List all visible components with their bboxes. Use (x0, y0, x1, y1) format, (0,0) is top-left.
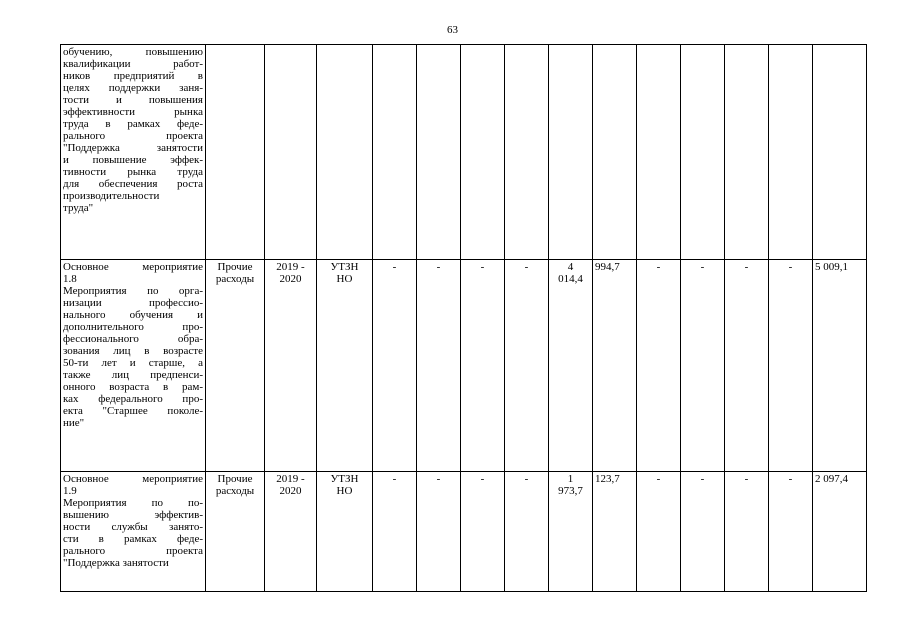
value-line: - (392, 261, 397, 273)
value-cell (549, 472, 593, 592)
value-line: - (656, 473, 661, 485)
value-line: - (524, 261, 529, 273)
value-line: - (744, 261, 749, 273)
description-line: нального обучения и (63, 309, 203, 321)
table-row (61, 472, 867, 592)
value-cell (725, 45, 769, 260)
value-cell (461, 260, 505, 472)
value-cell (725, 472, 769, 592)
executor-cell-line: НО (336, 273, 353, 285)
description-line: ников предприятий в (63, 70, 203, 82)
description-line: ние" (63, 417, 85, 429)
activity-description-cell (61, 472, 206, 592)
description-line: тости и повышения (63, 94, 203, 106)
description-line: низации профессио- (63, 297, 203, 309)
value-cell (681, 472, 725, 592)
period-cell (265, 45, 317, 260)
value-cell (461, 45, 505, 260)
description-line: труда" (63, 202, 94, 214)
executor-cell (317, 472, 373, 592)
description-line: Мероприятия по по- (63, 497, 203, 509)
value-line: - (700, 261, 705, 273)
value-line: 1 (567, 473, 574, 485)
value-line: - (524, 473, 529, 485)
value-line: - (392, 473, 397, 485)
value-line: - (480, 473, 485, 485)
description-line: сти в рамках феде- (63, 533, 203, 545)
value-cell (681, 260, 725, 472)
value-cell (373, 45, 417, 260)
executor-cell (317, 260, 373, 472)
description-line: екта "Старшее поколе- (63, 405, 203, 417)
value-line: - (788, 261, 793, 273)
description-line: целях поддержки заня- (63, 82, 203, 94)
description-line: ках федерального про- (63, 393, 203, 405)
value-cell (417, 45, 461, 260)
value-cell (681, 45, 725, 260)
value-line: - (480, 261, 485, 273)
executor-cell-line: НО (336, 485, 353, 497)
period-cell (265, 260, 317, 472)
description-line: для обеспечения роста (63, 178, 203, 190)
period-cell-line: 2020 (279, 485, 302, 497)
description-line: Мероприятия по орга- (63, 285, 203, 297)
activity-description-cell (61, 260, 206, 472)
table-row (61, 45, 867, 260)
expense-type-cell (206, 45, 265, 260)
period-cell (265, 472, 317, 592)
value-cell (593, 472, 637, 592)
executor-cell (317, 45, 373, 260)
value-cell (593, 260, 637, 472)
value-line: 994,7 (595, 261, 620, 273)
description-line: зования лиц в возрасте (63, 345, 203, 357)
value-cell (769, 45, 813, 260)
value-cell (505, 260, 549, 472)
value-cell (813, 472, 867, 592)
value-cell (813, 45, 867, 260)
expense-type-cell (206, 472, 265, 592)
value-cell (505, 472, 549, 592)
value-line: - (700, 473, 705, 485)
value-cell (593, 45, 637, 260)
expense-type-cell-line: расходы (215, 485, 255, 497)
expense-type-cell-line: Прочие (217, 261, 253, 273)
description-line: Основное мероприятие (63, 261, 203, 273)
description-line: "Поддержка занятости (63, 142, 203, 154)
description-line: и повышение эффек- (63, 154, 203, 166)
value-cell (373, 472, 417, 592)
value-cell (725, 260, 769, 472)
description-line: онного возраста в рам- (63, 381, 203, 393)
executor-cell-line: УТЗН (330, 473, 359, 485)
value-cell (461, 472, 505, 592)
executor-cell-line: УТЗН (330, 261, 359, 273)
description-line: труда в рамках феде- (63, 118, 203, 130)
description-line: также лиц предпенси- (63, 369, 203, 381)
description-line: квалификации работ- (63, 58, 203, 70)
description-line: 1.8 (63, 273, 77, 285)
value-line: 973,7 (558, 485, 583, 497)
value-cell (549, 45, 593, 260)
description-line: дополнительного про- (63, 321, 203, 333)
page-number: 63 (447, 24, 458, 36)
description-line: производительности (63, 190, 160, 202)
description-line: тивности рынка труда (63, 166, 203, 178)
description-line: Основное мероприятие (63, 473, 203, 485)
value-line: - (436, 261, 441, 273)
description-line: 1.9 (63, 485, 77, 497)
expense-type-cell-line: Прочие (217, 473, 253, 485)
description-line: эффективности рынка (63, 106, 203, 118)
value-cell (813, 260, 867, 472)
description-line: "Поддержка занятости (63, 557, 169, 569)
period-cell-line: 2020 (279, 273, 302, 285)
description-line: рального проекта (63, 130, 203, 142)
description-line: ности службы занято- (63, 521, 203, 533)
value-cell (637, 472, 681, 592)
value-cell (637, 260, 681, 472)
description-line: обучению, повышению (63, 46, 203, 58)
value-cell (769, 472, 813, 592)
description-line: вышению эффектив- (63, 509, 203, 521)
description-line: 50-ти лет и старше, а (63, 357, 203, 369)
value-cell (417, 472, 461, 592)
activity-description-cell (61, 45, 206, 260)
expense-type-cell (206, 260, 265, 472)
value-cell (505, 45, 549, 260)
value-line: 2 097,4 (815, 473, 848, 485)
value-line: 014,4 (558, 273, 583, 285)
value-line: 123,7 (595, 473, 620, 485)
value-cell (769, 260, 813, 472)
value-line: - (436, 473, 441, 485)
value-line: 4 (567, 261, 574, 273)
value-line: - (656, 261, 661, 273)
expense-type-cell-line: расходы (215, 273, 255, 285)
period-cell-line: 2019 - (276, 473, 305, 485)
description-line: рального проекта (63, 545, 203, 557)
value-cell (417, 260, 461, 472)
table-row (61, 260, 867, 472)
period-cell-line: 2019 - (276, 261, 305, 273)
value-cell (373, 260, 417, 472)
budget-table (60, 44, 867, 592)
value-cell (549, 260, 593, 472)
value-line: - (744, 473, 749, 485)
value-line: 5 009,1 (815, 261, 848, 273)
value-line: - (788, 473, 793, 485)
value-cell (637, 45, 681, 260)
description-line: фессионального обра- (63, 333, 203, 345)
